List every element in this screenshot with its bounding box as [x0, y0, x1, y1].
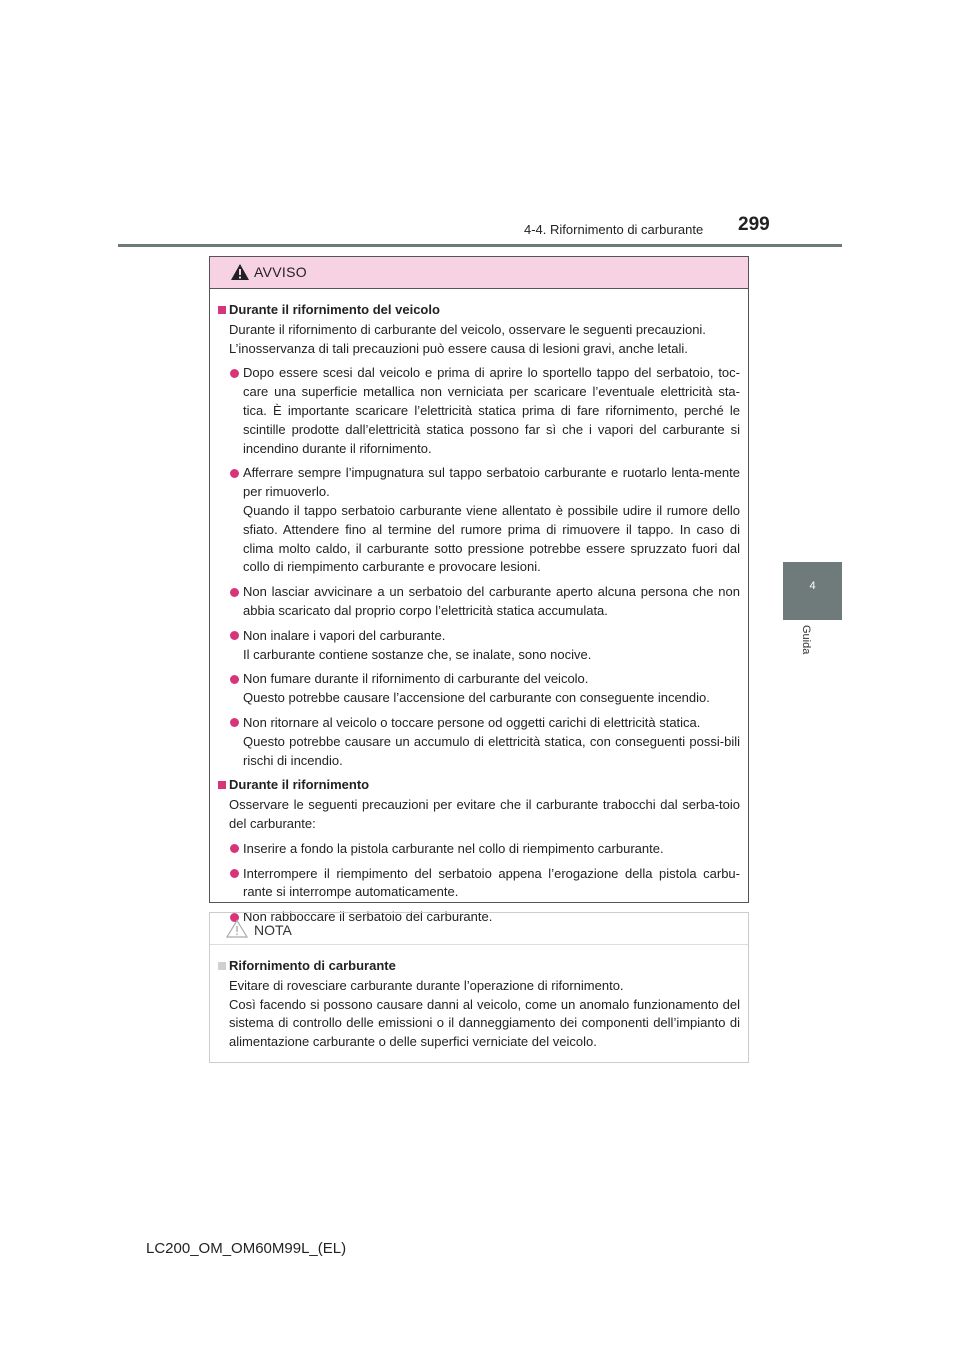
section-intro: Osservare le seguenti precauzioni per evitare che il carburante trabocchi dal serba-toio del carburante: — [229, 797, 740, 831]
header-rule — [118, 244, 842, 247]
list-item: Afferrare sempre l’impugnatura sul tappo serbatoio carburante e ruotarlo lenta-mente per rimuoverlo. Quando il tappo serbatoio carburante viene allentato è possibile udire il rumore dello sfiato. Attendere fino al termine del rumore prima di rimuovere il tappo. In caso di clima molto caldo, il carburante sotto pressione potrebbe essere spruzzato fuori dal collo di riempimento carburante e provocare lesioni. — [218, 464, 740, 577]
list-item: Non rabboccare il serbatoio del carburante. — [218, 908, 740, 927]
page-section-title: 4-4. Rifornimento di carburante — [524, 222, 704, 237]
section-heading: Durante il rifornimento — [218, 776, 740, 795]
warning-triangle-icon — [230, 263, 250, 281]
note-text: Evitare di rovesciare carburante durante l’operazione di rifornimento. Così facendo si possono causare danni al veicolo, come un anomalo funzionamento del sistema di controllo delle emissioni o il danneggiamento dei componenti dell’impianto di alimentazione carburante o delle superfici verniciate del veicolo. — [229, 977, 740, 1050]
round-bullet-icon — [230, 675, 239, 684]
chapter-label: Guida — [800, 625, 812, 655]
note-header — [210, 913, 748, 945]
note-content — [210, 945, 748, 1052]
list-item: Inserire a fondo la pistola carburante nel collo di riempimento carburante. — [218, 840, 740, 859]
section-intro: Durante il rifornimento di carburante del veicolo, osservare le seguenti precauzioni. L’inosservanza di tali precauzioni può essere causa di lesioni gravi, anche letali. — [229, 321, 706, 356]
chapter-tab: 4 — [783, 562, 842, 620]
list-item: Dopo essere scesi dal veicolo e prima di aprire lo sportello tappo del serbatoio, toc-care una superficie metallica non verniciata per scaricare l’eventuale elettricità sta-tica. È importante scaricare l’elettricità statica prima di fare rifornimento, perché le scintille prodotte dall’elettricità statica possono far sì che i vapori del carburante si incendino durante il rifornimento. — [218, 364, 740, 458]
warning-box — [209, 256, 749, 925]
round-bullet-icon — [230, 588, 239, 597]
square-bullet-icon — [218, 781, 226, 789]
square-bullet-icon — [218, 962, 226, 970]
note-box — [209, 912, 749, 1063]
list-item: Non fumare durante il rifornimento di carburante del veicolo. Questo potrebbe causare l’accensione del carburante con conseguente incendio. — [218, 670, 740, 708]
warning-title: AVVISO — [254, 264, 307, 280]
section-heading: Durante il rifornimento del veicolo — [218, 301, 740, 320]
note-title: NOTA — [254, 922, 292, 938]
list-item: Non inalare i vapori del carburante. Il carburante contiene sostanze che, se inalate, sono nocive. — [218, 627, 740, 665]
round-bullet-icon — [230, 469, 239, 478]
square-bullet-icon — [218, 306, 226, 314]
round-bullet-icon — [230, 844, 239, 853]
page-number: 299 — [738, 214, 770, 235]
warning-header — [210, 257, 748, 289]
caution-triangle-icon — [226, 919, 248, 938]
list-item: Interrompere il riempimento del serbatoio appena l’erogazione della pistola carbu-rante si interrompe automaticamente. — [218, 865, 740, 903]
round-bullet-icon — [230, 718, 239, 727]
round-bullet-icon — [230, 869, 239, 878]
list-item: Non lasciar avvicinare a un serbatoio del carburante aperto alcuna persona che non abbia scaricato dal proprio corpo l’elettricità statica accumulata. — [218, 583, 740, 621]
section-heading: Rifornimento di carburante — [218, 957, 740, 976]
document-code: LC200_OM_OM60M99L_(EL) — [146, 1240, 347, 1257]
list-item: Non ritornare al veicolo o toccare persone od oggetti carichi di elettricità statica. Questo potrebbe causare un accumulo di elettricità statica, con conseguenti possi-bili rischi di incendio. — [218, 714, 740, 770]
round-bullet-icon — [230, 369, 239, 378]
warning-content — [210, 289, 748, 927]
round-bullet-icon — [230, 631, 239, 640]
